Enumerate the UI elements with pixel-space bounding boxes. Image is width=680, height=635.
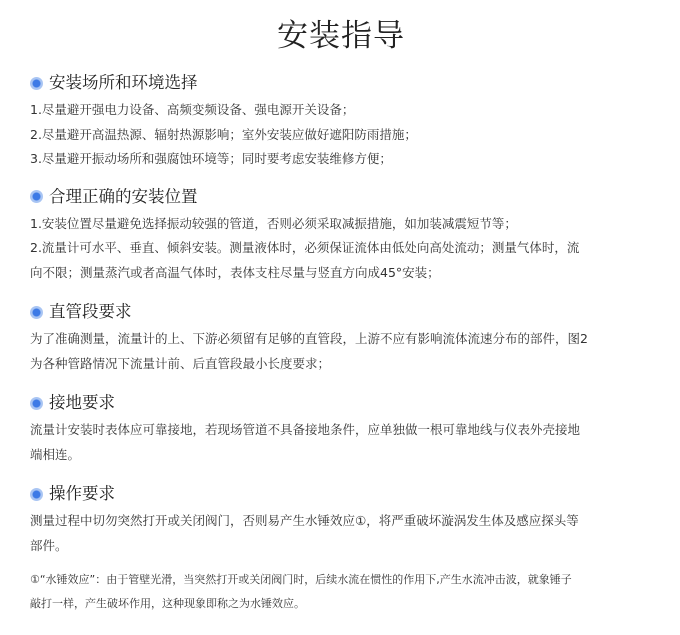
body-line: 1.安装位置尽量避免选择振动较强的管道，否则必须采取减振措施，如加装减震短节等； [30,215,517,231]
body-line: 2.尽量避开高温热源、辐射热源影响；室外安装应做好遮阳防雨措施； [30,126,417,142]
section-heading [30,185,652,209]
section-body [30,327,652,376]
page-title: 安装指导 [277,18,405,54]
body-line: 向不限；测量蒸汽或者高温气体时，表体支柱尽量与竖直方向成45°安装； [30,264,440,280]
section-body [30,212,652,286]
section-heading-text: 操作要求 [49,484,115,503]
body-line: 1.尽量避开强电力设备、高频变频设备、强电源开关设备； [30,102,355,117]
section-body [30,509,652,558]
section-straight-pipe [30,300,652,376]
section-heading [30,71,652,95]
section-heading [30,300,652,324]
section-grounding [30,391,652,467]
body-line: 为了准确测量，流量计的上、下游必须留有足够的直管段，上游不应有影响流体流速分布的部件，图2 [30,331,588,346]
section-heading [30,482,652,506]
section-body [30,98,652,172]
blue-dot-bullet-icon [30,488,43,501]
blue-dot-bullet-icon [30,397,43,410]
section-heading [30,391,652,415]
blue-dot-bullet-icon [30,306,43,319]
body-line: 3.尽量避开振动场所和强腐蚀环境等；同时要考虑安装维修方便； [30,151,392,166]
section-operation [30,482,652,558]
body-line: 端相连。 [30,446,81,462]
section-install-position [30,185,652,286]
section-heading-text: 接地要求 [49,393,115,412]
blue-dot-bullet-icon [30,77,43,90]
footnote-line: 敲打一样，产生破坏作用，这种现象即称之为水锤效应。 [30,597,305,610]
section-heading-text: 合理正确的安装位置 [49,186,198,206]
section-install-environment [30,71,652,172]
body-line: 为各种管路情况下流量计前、后直管段最小长度要求； [30,355,331,371]
section-heading-text: 直管段要求 [49,302,132,321]
footnote-line: ①“水锤效应”：由于管壁光滑，当突然打开或关闭阀门时，后续水流在惯性的作用下,产生水流冲击波，就象锤子 [30,573,572,586]
body-line: 流量计安装时表体应可靠接地，若现场管道不具备接地条件，应单独做一根可靠地线与仪表外壳接地 [30,422,581,437]
footnote-water-hammer [30,568,652,616]
body-line: 测量过程中切勿突然打开或关闭阀门，否则易产生水锤效应①，将严重破坏漩涡发生体及感应探头等 [30,513,579,528]
section-body [30,418,652,467]
blue-dot-bullet-icon [30,190,43,203]
section-heading-text: 安装场所和环境选择 [49,73,198,92]
body-line: 部件。 [30,537,68,553]
body-line: 2.流量计可水平、垂直、倾斜安装。测量液体时，必须保证流体由低处向高处流动；测量气体时，流 [30,240,580,255]
